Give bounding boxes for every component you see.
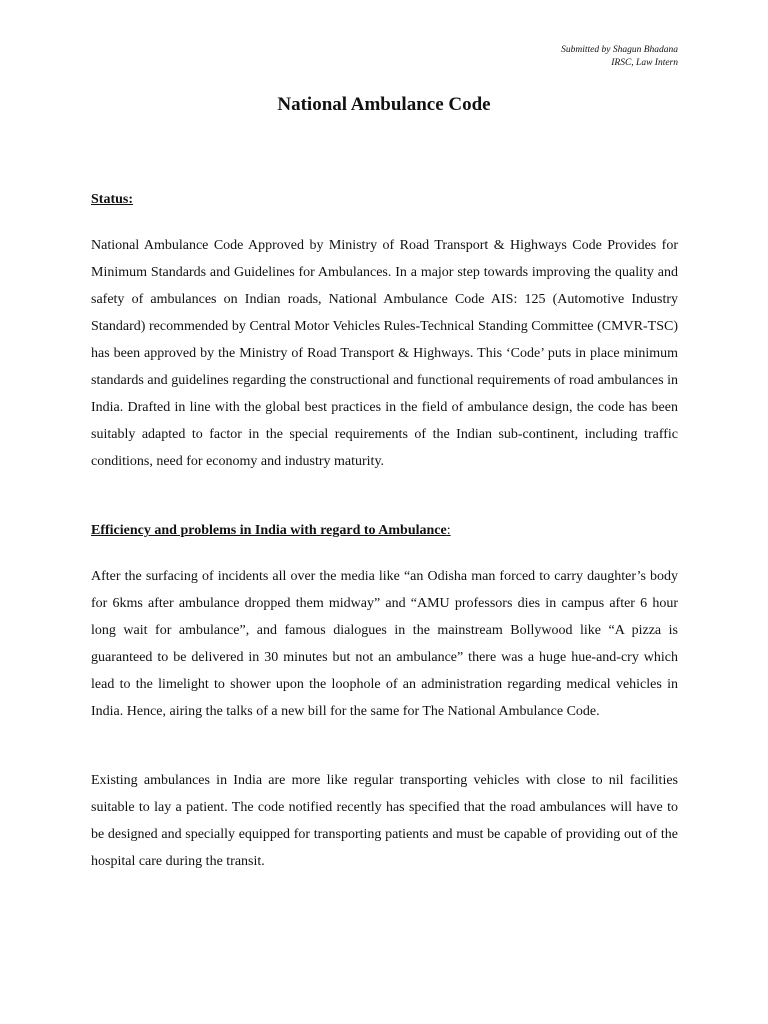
section-heading-colon: : [446, 523, 451, 538]
section-heading-efficiency [91, 523, 451, 539]
efficiency-paragraph-1: After the surfacing of incidents all over the media like “an Odisha man forced to carry daughter’s body for 6kms after ambulance dropped them midway” and “AMU professors dies in campus after 6 hour long wait for ambulance”, and famous dialogues in the mainstream Bollywood like “A pizza is guaranteed to be delivered in 30 minutes but not an ambulance” there was a huge hue-and-cry which lead to the limelight to shower upon the loophole of an administration regarding medical vehicles in India. Hence, airing the talks of a new bill for the same for The National Ambulance Code. [91, 569, 678, 719]
status-paragraph: National Ambulance Code Approved by Ministry of Road Transport & Highways Code Provides for Minimum Standards and Guidelines for Ambulances. In a major step towards improving the quality and safety of ambulances on Indian roads, National Ambulance Code AIS: 125 (Automotive Industry Standard) recommended by Central Motor Vehicles Rules-Technical Standing Committee (CMVR-TSC) has been approved by the Ministry of Road Transport & Highways. This ‘Code’ puts in place minimum standards and guidelines regarding the constructional and functional requirements of road ambulances in India. Drafted in line with the global best practices in the field of ambulance design, the code has been suitably adapted to factor in the special requirements of the Indian sub-continent, including traffic conditions, need for economy and industry maturity. [91, 238, 678, 469]
affiliation-line: IRSC, Law Intern [611, 58, 678, 68]
submitted-by-line: Submitted by Shagun Bhadana [561, 45, 678, 55]
section-heading-status [91, 192, 133, 208]
efficiency-paragraph-2: Existing ambulances in India are more like regular transporting vehicles with close to nil facilities suitable to lay a patient. The code notified recently has specified that the road ambulances will have to be designed and specially equipped for transporting patients and must be capable of providing out of the hospital care during the transit. [91, 773, 678, 869]
section-heading-text: Status: [91, 192, 134, 207]
submission-note [561, 44, 678, 70]
document-title: National Ambulance Code [277, 94, 491, 115]
section-heading-text: Efficiency and problems in India with regard to Ambulance [91, 523, 447, 538]
